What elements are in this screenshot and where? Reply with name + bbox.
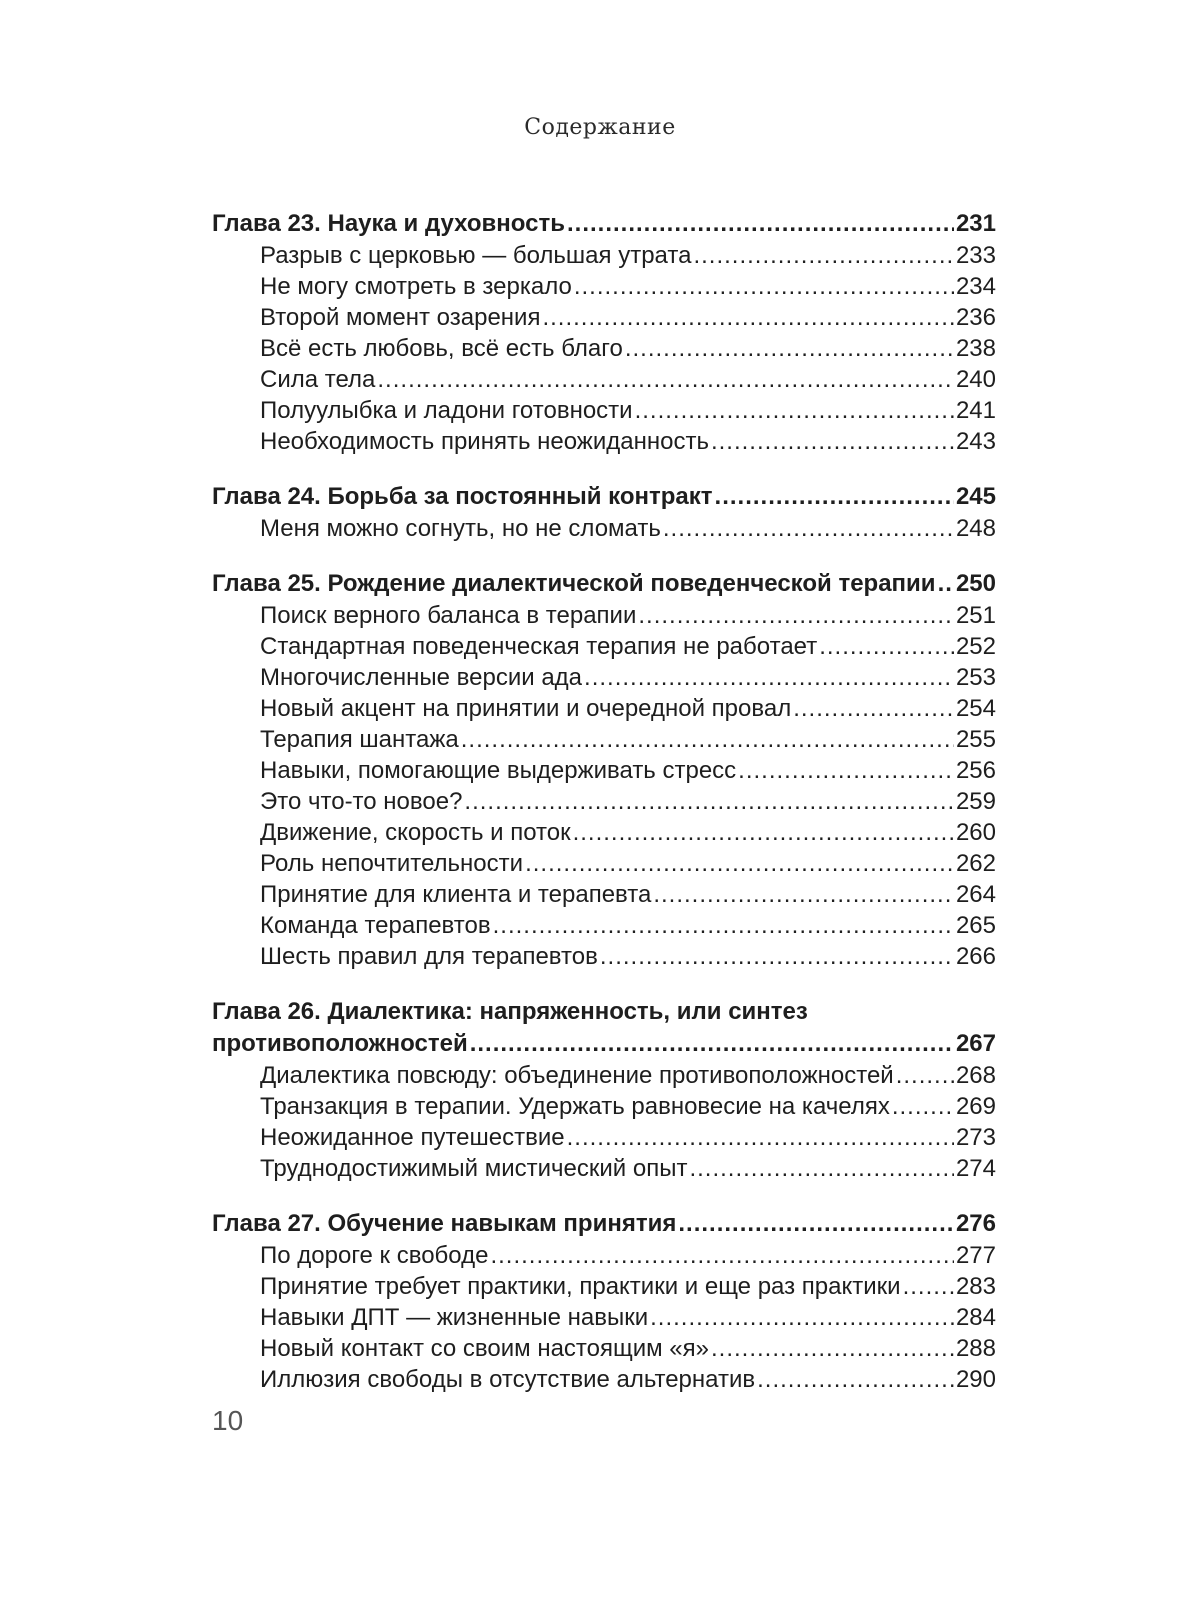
chapter-title: Глава 25. Рождение диалектической поведенческой терапии: [212, 570, 936, 597]
section-title: Принятие для клиента и терапевта: [260, 881, 652, 908]
section-title: Новый акцент на принятии и очередной провал: [260, 695, 792, 722]
toc-section-entry[interactable]: [212, 662, 996, 693]
section-title: Всё есть любовь, всё есть благо: [260, 335, 623, 362]
dot-leader: [938, 568, 954, 600]
section-page: 266: [955, 943, 996, 970]
section-title: Полуулыбка и ладони готовности: [260, 397, 633, 424]
section-page: 290: [955, 1366, 996, 1393]
toc-section-entry[interactable]: [212, 1060, 996, 1091]
section-title: Стандартная поведенческая терапия не работает: [260, 633, 818, 660]
page-number: 10: [212, 1405, 244, 1436]
dot-leader: [678, 1208, 954, 1240]
running-head: Содержание: [524, 115, 676, 140]
toc-section-entry[interactable]: [212, 1333, 996, 1364]
section-page: 243: [955, 428, 996, 455]
section-title: Второй момент озарения: [260, 304, 541, 331]
chapter-page: 231: [955, 210, 996, 237]
toc-section-entry[interactable]: [212, 271, 996, 302]
section-title: Команда терапевтов: [260, 912, 491, 939]
dot-leader: [650, 1302, 954, 1333]
section-page: 277: [955, 1242, 996, 1269]
dot-leader: [653, 879, 954, 910]
toc-section-entry[interactable]: [212, 941, 996, 972]
section-page: 233: [955, 242, 996, 269]
toc-section-entry[interactable]: [212, 302, 996, 333]
section-page: 274: [955, 1155, 996, 1182]
dot-leader: [903, 1271, 954, 1302]
dot-leader: [711, 426, 954, 457]
section-page: 253: [955, 664, 996, 691]
section-page: 252: [955, 633, 996, 660]
toc-chapter-entry[interactable]: [212, 1028, 996, 1060]
chapter-page: 267: [955, 1030, 996, 1057]
toc-section-entry[interactable]: [212, 240, 996, 271]
dot-leader: [738, 755, 954, 786]
section-title: Необходимость принять неожиданность: [260, 428, 709, 455]
section-title: По дороге к свободе: [260, 1242, 489, 1269]
section-page: 265: [955, 912, 996, 939]
toc-chapter-entry[interactable]: [212, 1208, 996, 1240]
chapter-25: [212, 568, 996, 972]
section-page: 256: [955, 757, 996, 784]
dot-leader: [715, 481, 954, 513]
dot-leader: [573, 817, 954, 848]
dot-leader: [542, 302, 954, 333]
toc-section-entry[interactable]: [212, 1302, 996, 1333]
section-page: 260: [955, 819, 996, 846]
toc-section-entry[interactable]: [212, 848, 996, 879]
dot-leader: [711, 1333, 954, 1364]
section-title: Диалектика повсюду: объединение противоположностей: [260, 1062, 894, 1089]
toc-section-entry[interactable]: [212, 755, 996, 786]
section-title: Роль непочтительности: [260, 850, 524, 877]
toc-section-entry[interactable]: [212, 513, 996, 544]
dot-leader: [896, 1060, 954, 1091]
dot-leader: [819, 631, 954, 662]
section-page: 284: [955, 1304, 996, 1331]
toc-section-entry[interactable]: [212, 1122, 996, 1153]
dot-leader: [625, 333, 954, 364]
section-page: 254: [955, 695, 996, 722]
toc-section-entry[interactable]: [212, 1091, 996, 1122]
chapter-title-line-2: противоположностей: [212, 1030, 468, 1057]
chapter-title: Глава 24. Борьба за постоянный контракт: [212, 483, 713, 510]
toc-section-entry[interactable]: [212, 786, 996, 817]
dot-leader: [689, 1153, 954, 1184]
toc-section-entry[interactable]: [212, 724, 996, 755]
section-title: Разрыв с церковью — большая утрата: [260, 242, 692, 269]
section-page: 288: [955, 1335, 996, 1362]
dot-leader: [693, 240, 954, 271]
section-page: 251: [955, 602, 996, 629]
toc-section-entry[interactable]: [212, 395, 996, 426]
chapter-page: 245: [955, 483, 996, 510]
section-title: Транзакция в терапии. Удержать равновесие на качелях: [260, 1093, 890, 1120]
dot-leader: [470, 1028, 954, 1060]
table-of-contents: [212, 208, 996, 1419]
section-title: Иллюзия свободы в отсутствие альтернатив: [260, 1366, 756, 1393]
section-page: 236: [955, 304, 996, 331]
toc-chapter-entry[interactable]: [212, 481, 996, 513]
section-page: 259: [955, 788, 996, 815]
toc-section-entry[interactable]: [212, 693, 996, 724]
chapter-page: 276: [955, 1210, 996, 1237]
section-page: 240: [955, 366, 996, 393]
dot-leader: [584, 662, 954, 693]
chapter-26: [212, 996, 996, 1184]
section-page: 262: [955, 850, 996, 877]
dot-leader: [663, 513, 954, 544]
toc-section-entry[interactable]: [212, 600, 996, 631]
section-page: 273: [955, 1124, 996, 1151]
toc-section-entry[interactable]: [212, 364, 996, 395]
toc-section-entry[interactable]: [212, 1153, 996, 1184]
toc-section-entry[interactable]: [212, 1240, 996, 1271]
toc-section-entry[interactable]: [212, 910, 996, 941]
section-title: Меня можно согнуть, но не сломать: [260, 515, 661, 542]
section-title: Новый контакт со своим настоящим «я»: [260, 1335, 709, 1362]
chapter-title: Глава 23. Наука и духовность: [212, 210, 565, 237]
chapter-page: 250: [955, 570, 996, 597]
toc-chapter-entry[interactable]: [212, 568, 996, 600]
toc-section-entry[interactable]: [212, 631, 996, 662]
section-page: 255: [955, 726, 996, 753]
section-page: 268: [955, 1062, 996, 1089]
section-page: 238: [955, 335, 996, 362]
section-title: Не могу смотреть в зеркало: [260, 273, 572, 300]
section-title: Поиск верного баланса в терапии: [260, 602, 637, 629]
dot-leader: [638, 600, 954, 631]
section-title: Движение, скорость и поток: [260, 819, 571, 846]
toc-section-entry[interactable]: [212, 817, 996, 848]
toc-section-entry[interactable]: [212, 1271, 996, 1302]
dot-leader: [377, 364, 954, 395]
section-title: Неожиданное путешествие: [260, 1124, 565, 1151]
section-title: Сила тела: [260, 366, 376, 393]
toc-chapter-entry[interactable]: [212, 208, 996, 240]
chapter-24: [212, 481, 996, 544]
section-title: Навыки ДПТ — жизненные навыки: [260, 1304, 649, 1331]
dot-leader: [525, 848, 954, 879]
section-title: Труднодостижимый мистический опыт: [260, 1155, 688, 1182]
section-title: Это что-то новое?: [260, 788, 463, 815]
dot-leader: [461, 724, 954, 755]
section-page: 264: [955, 881, 996, 908]
dot-leader: [490, 1240, 953, 1271]
chapter-title-line-1[interactable]: Глава 26. Диалектика: напряженность, или синтез: [212, 998, 808, 1025]
dot-leader: [567, 1122, 954, 1153]
section-title: Принятие требует практики, практики и еще раз практики: [260, 1273, 901, 1300]
dot-leader: [574, 271, 954, 302]
section-title: Шесть правил для терапевтов: [260, 943, 598, 970]
section-title: Навыки, помогающие выдерживать стресс: [260, 757, 737, 784]
chapter-title: Глава 27. Обучение навыкам принятия: [212, 1210, 677, 1237]
section-page: 283: [955, 1273, 996, 1300]
dot-leader: [793, 693, 954, 724]
toc-section-entry[interactable]: [212, 333, 996, 364]
dot-leader: [493, 910, 954, 941]
section-page: 248: [955, 515, 996, 542]
dot-leader: [600, 941, 954, 972]
dot-leader: [567, 208, 954, 240]
dot-leader: [464, 786, 954, 817]
section-page: 269: [955, 1093, 996, 1120]
section-title: Многочисленные версии ада: [260, 664, 583, 691]
dot-leader: [892, 1091, 954, 1122]
section-page: 241: [955, 397, 996, 424]
section-title: Терапия шантажа: [260, 726, 459, 753]
chapter-23: [212, 208, 996, 457]
toc-section-entry[interactable]: [212, 426, 996, 457]
section-page: 234: [955, 273, 996, 300]
toc-section-entry[interactable]: [212, 879, 996, 910]
dot-leader: [635, 395, 954, 426]
chapter-27: [212, 1208, 996, 1395]
dot-leader: [757, 1364, 954, 1395]
toc-section-entry[interactable]: [212, 1364, 996, 1395]
